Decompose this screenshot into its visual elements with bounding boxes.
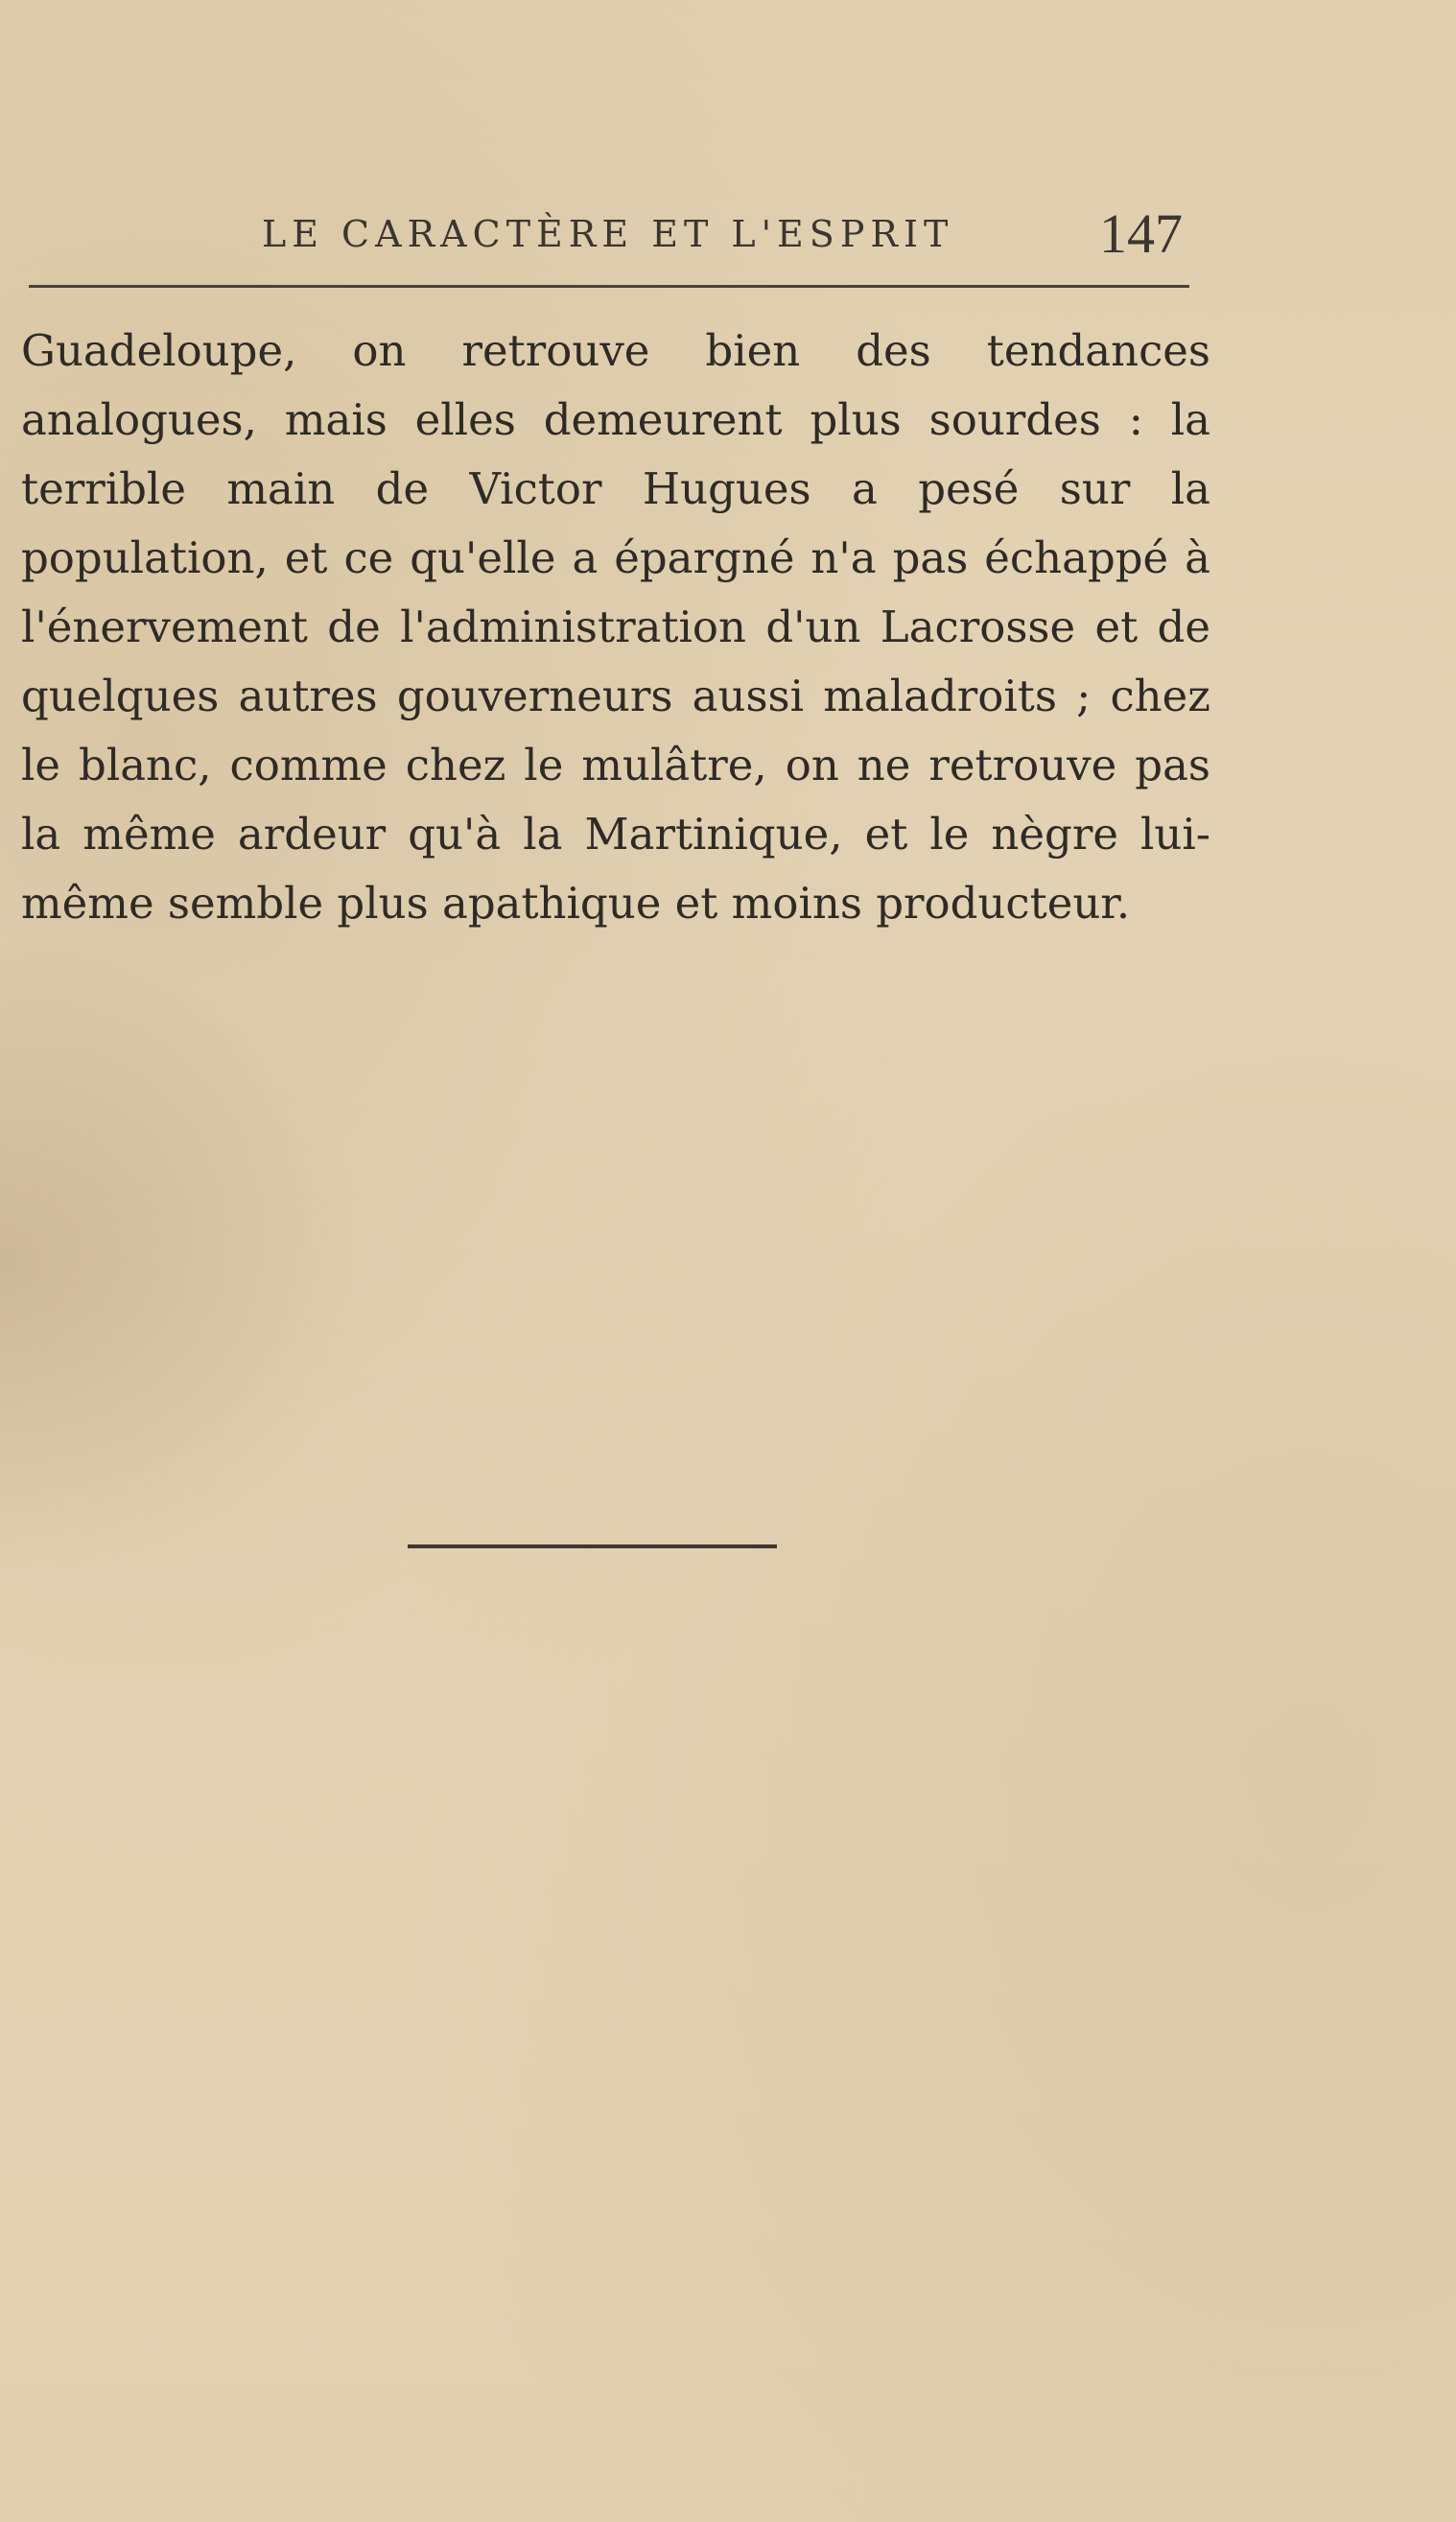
body-paragraph: Guadeloupe, on retrouve bien des tendances analogues, mais elles demeurent plus sourdes : la terrible main de Victor Hugues a pesé sur la population, et ce qu'elle a épargné n'a pas échappé à l'énervement de l'administration d'un Lacrosse et de quelques autres gouverneurs aussi maladroits ; chez le blanc, comme chez le mulâtre, on ne retrouve pas la même ardeur qu'à la Martinique, et le nègre lui-même semble plus apathique et moins producteur. [21,325,1210,929]
running-title: LE CARACTÈRE ET L'ESPRIT [262,213,954,255]
page-number: 147 [1099,202,1183,265]
end-of-section-rule [408,1544,777,1548]
running-head [262,201,1183,265]
header-rule [29,285,1189,288]
